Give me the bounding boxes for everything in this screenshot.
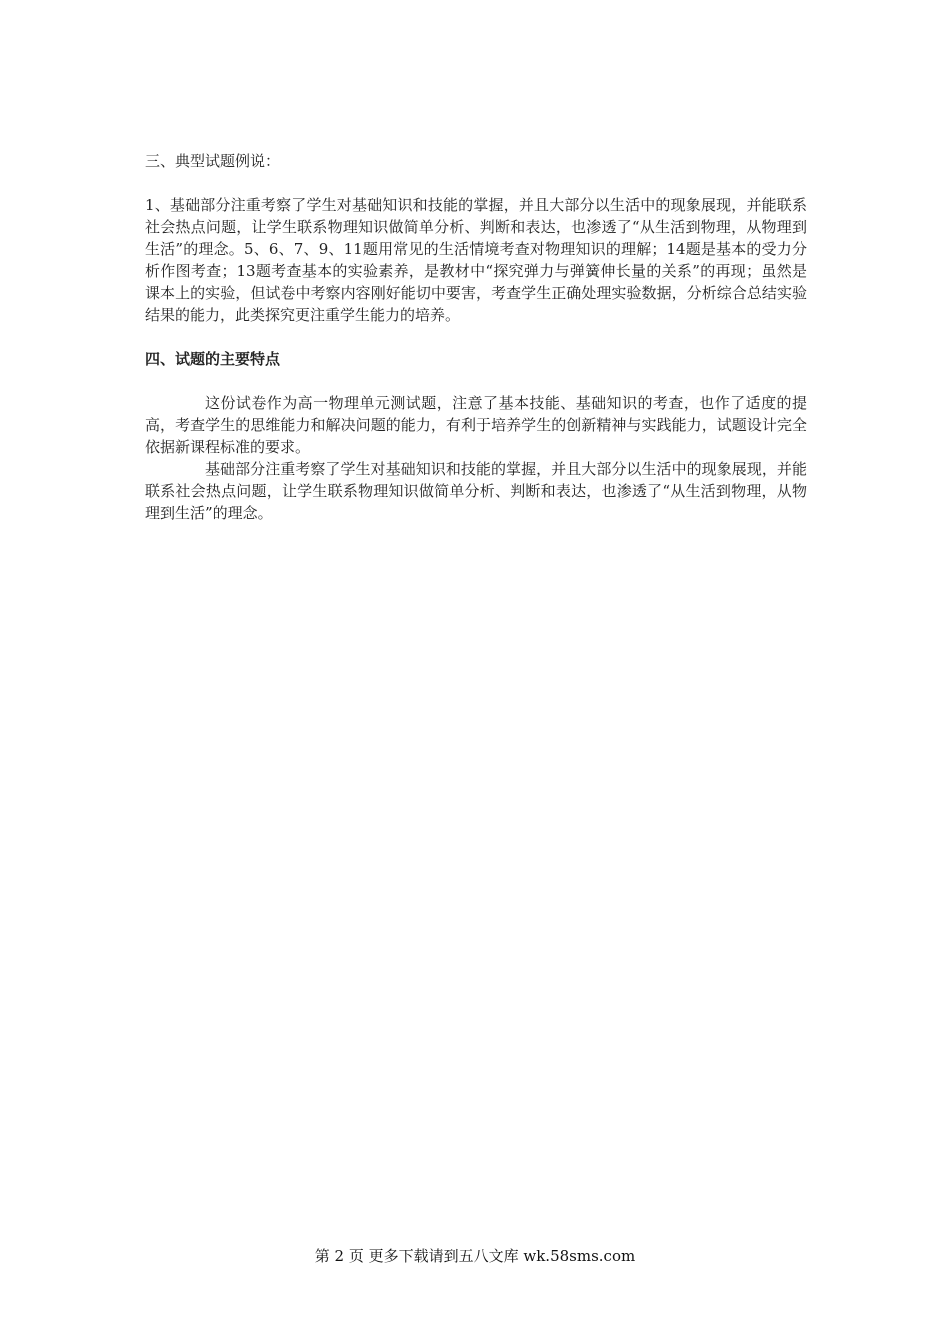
section-4-paragraph-2: 基础部分注重考察了学生对基础知识和技能的掌握，并且大部分以生活中的现象展现，并能联系社会热点问题，让学生联系物理知识做简单分析、判断和表达，也渗透了“从生活到物理，从物理到生活”的理念。: [145, 460, 807, 522]
section-4-heading: 四、试题的主要特点: [145, 350, 281, 368]
section-4-paragraph-1: 这份试卷作为高一物理单元测试题，注意了基本技能、基础知识的考查，也作了适度的提高，考查学生的思维能力和解决问题的能力，有利于培养学生的创新精神与实践能力，试题设计完全依据新课程标准的要求。: [145, 394, 807, 456]
section-3-heading: 三、典型试题例说：: [145, 152, 281, 170]
page-footer: 第 2 页 更多下载请到五八文库 wk.58sms.com: [314, 1247, 636, 1265]
section-3-paragraph: 1、基础部分注重考察了学生对基础知识和技能的掌握，并且大部分以生活中的现象展现，并能联系社会热点问题，让学生联系物理知识做简单分析、判断和表达，也渗透了“从生活到物理，从物理到生活”的理念。5、6、7、9、11题用常见的生活情境考查对物理知识的理解；14题是基本的受力分析作图考查；13题考查基本的实验素养，是教材中“探究弹力与弹簧伸长量的关系”的再现；虽然是课本上的实验，但试卷中考察内容刚好能切中要害，考查学生正确处理实验数据，分析综合总结实验结果的能力，此类探究更注重学生能力的培养。: [145, 196, 807, 324]
document-body: [145, 150, 807, 524]
